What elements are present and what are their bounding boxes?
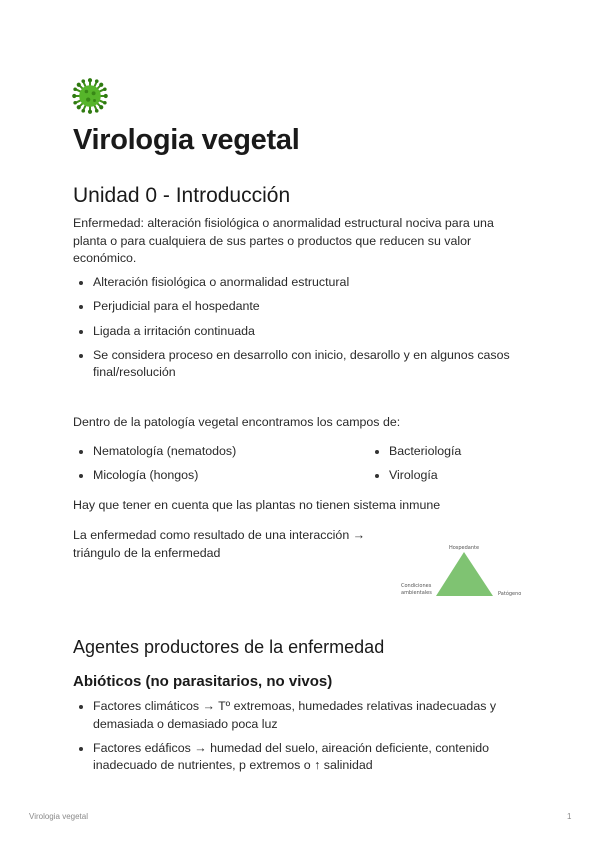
subsection-heading: Abióticos (no parasitarios, no vivos) xyxy=(73,673,333,690)
section-heading: Agentes productores de la enfermedad xyxy=(73,637,385,657)
list-item: Perjudicial para el hospedante xyxy=(73,298,510,316)
triangle-label-top: Hospedante xyxy=(448,545,480,551)
definition-line: planta o para cualquiera de sus partes o productos que reducen su valor xyxy=(73,233,472,248)
triangle-label-right: Patógeno xyxy=(498,591,522,597)
interaction-line: triángulo de la enfermedad xyxy=(73,545,221,560)
list-item: Micología (hongos) xyxy=(73,467,236,485)
list-item xyxy=(73,347,510,382)
list-item xyxy=(73,698,496,733)
list-item-line: Factores edáficos → humedad del suelo, aireación deficiente, contenido xyxy=(93,740,490,755)
list-item: Alteración fisiológica o anormalidad estructural xyxy=(73,274,510,292)
abioticos-bullets xyxy=(73,698,496,775)
triangle-label-left: ambientales xyxy=(401,590,432,596)
definition-line: Enfermedad: alteración fisiológica o anormalidad estructural nociva para una xyxy=(73,216,494,230)
interaction-line: La enfermedad como resultado de una interacción → xyxy=(73,528,366,542)
list-item-line: inadecuado de nutrientes, p extremos o ↑ salinidad xyxy=(93,758,373,773)
list-item: Bacteriología xyxy=(369,443,461,461)
fields-list-left xyxy=(73,443,236,485)
definition-bullets xyxy=(73,274,510,382)
list-item-line: demasiada o demasiado poca luz xyxy=(93,716,278,731)
unit-heading: Unidad 0 - Introducción xyxy=(73,184,291,207)
immune-note: Hay que tener en cuenta que las plantas no tienen sistema inmune xyxy=(73,498,441,512)
page-title: Virologia vegetal xyxy=(73,124,300,156)
triangle-shape xyxy=(436,552,493,596)
list-item: Nematología (nematodos) xyxy=(73,443,236,461)
list-item: Ligada a irritación continuada xyxy=(73,323,510,341)
definition-text xyxy=(73,215,494,268)
list-item-line: Factores climáticos → Tº extremoas, humedades relativas inadecuadas y xyxy=(93,699,497,713)
list-item: Virología xyxy=(369,467,461,485)
footer-title: Virologia vegetal xyxy=(29,812,89,821)
virus-icon xyxy=(72,78,108,114)
triangle-label-left: Condiciones xyxy=(401,583,432,589)
definition-line: económico. xyxy=(73,251,137,266)
fields-intro: Dentro de la patología vegetal encontramos los campos de: xyxy=(73,415,401,429)
interaction-text xyxy=(73,527,365,562)
list-item-line: final/resolución xyxy=(93,365,176,380)
fields-list-right xyxy=(369,443,461,485)
page-number: 1 xyxy=(567,812,572,821)
disease-triangle xyxy=(398,541,526,601)
list-item xyxy=(73,740,496,775)
list-item-line: Se considera proceso en desarrollo con inicio, desarollo y en algunos casos xyxy=(93,347,510,362)
